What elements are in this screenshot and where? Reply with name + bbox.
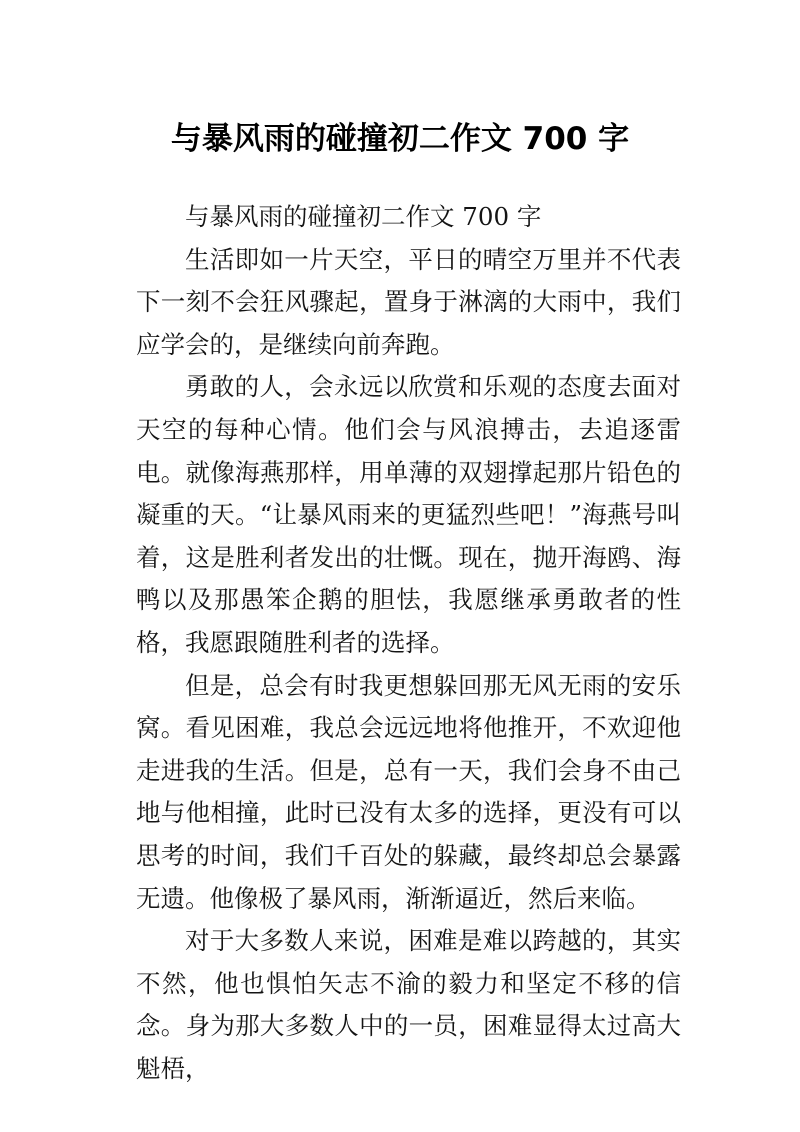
document-body xyxy=(136,196,681,1090)
paragraph-2: 勇敢的人，会永远以欣赏和乐观的态度去面对天空的每种心情。他们会与风浪搏击，去追逐雷电。就像海燕那样，用单薄的双翅撑起那片铅色的凝重的天。“让暴风雨来的更猛烈些吧！”海燕号叫着，这是胜利者发出的壮慨。现在，抛开海鸥、海鸭以及那愚笨企鹅的胆怯，我愿继承勇敢者的性格，我愿跟随胜利者的选择。 xyxy=(136,372,681,657)
paragraph-3: 但是，总会有时我更想躲回那无风无雨的安乐窝。看见困难，我总会远远地将他推开，不欢迎他走进我的生活。但是，总有一天，我们会身不由己地与他相撞，此时已没有太多的选择，更没有可以思考的时间，我们千百处的躲藏，最终却总会暴露无遗。他像极了暴风雨，渐渐逼近，然后来临。 xyxy=(136,670,681,913)
paragraph-1: 生活即如一片天空，平日的晴空万里并不代表下一刻不会狂风骤起，置身于淋漓的大雨中，我们应学会的，是继续向前奔跑。 xyxy=(136,244,681,359)
paragraph-4: 对于大多数人来说，困难是难以跨越的，其实不然，他也惧怕矢志不渝的毅力和坚定不移的信念。身为那大多数人中的一员，困难显得太过高大魁梧， xyxy=(136,926,681,1083)
paragraph-subtitle: 与暴风雨的碰撞初二作文 700 字 xyxy=(185,202,542,231)
document-title: 与暴风雨的碰撞初二作文 700 字 xyxy=(170,120,630,157)
